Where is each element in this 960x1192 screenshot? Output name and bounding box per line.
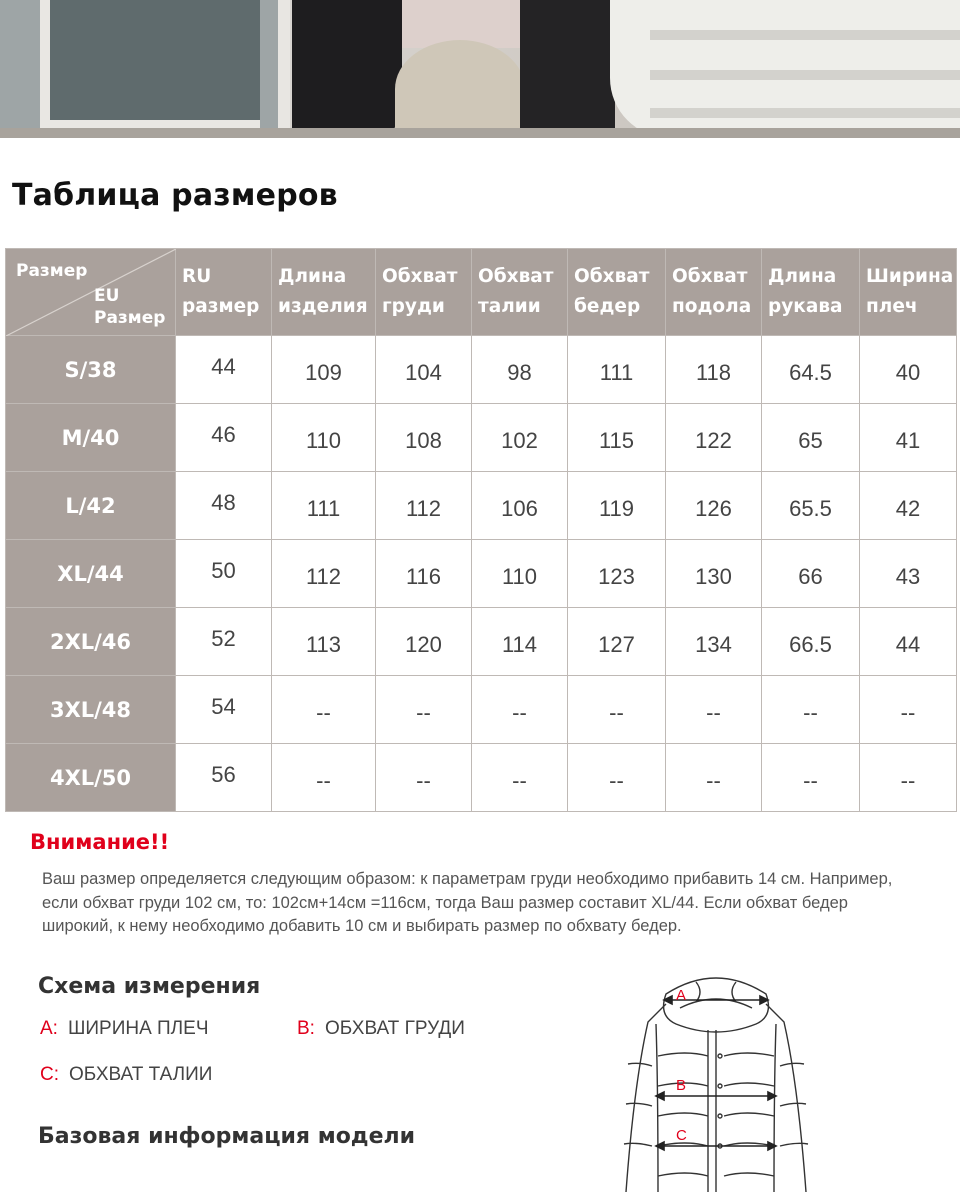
table-cell: 50: [176, 540, 272, 608]
table-cell: 65: [762, 404, 860, 472]
table-cell: 123: [568, 540, 666, 608]
table-cell: 56: [176, 744, 272, 812]
table-cell: 108: [376, 404, 472, 472]
table-row: [6, 744, 957, 812]
table-cell: 106: [472, 472, 568, 540]
table-cell: 120: [376, 608, 472, 676]
table-row: [6, 540, 957, 608]
table-header-row: [6, 249, 957, 336]
row-size-label: 3XL/48: [6, 676, 176, 744]
table-cell: --: [376, 676, 472, 744]
table-cell: 109: [272, 336, 376, 404]
measurement-item-b: [297, 1018, 465, 1040]
row-size-label: L/42: [6, 472, 176, 540]
column-header-chest: Обхват груди: [376, 249, 472, 336]
diagram-label-c: C: [676, 1127, 687, 1144]
table-row: [6, 472, 957, 540]
measurement-item-c: [40, 1064, 212, 1086]
table-cell: 115: [568, 404, 666, 472]
table-cell: 112: [272, 540, 376, 608]
table-cell: 43: [860, 540, 957, 608]
jacket-measurement-diagram-icon: [596, 964, 836, 1192]
measurement-key: B:: [297, 1018, 315, 1039]
table-cell: 66.5: [762, 608, 860, 676]
column-header-length: Длина изделия: [272, 249, 376, 336]
table-cell: --: [568, 744, 666, 812]
size-table: [5, 248, 957, 812]
measurement-label: ШИРИНА ПЛЕЧ: [67, 1018, 209, 1039]
table-row: [6, 336, 957, 404]
table-row: [6, 608, 957, 676]
column-header-ru: RU размер: [176, 249, 272, 336]
column-header-shoulder: Ширина плеч: [860, 249, 957, 336]
measurement-key: C:: [40, 1064, 59, 1085]
row-size-label: XL/44: [6, 540, 176, 608]
table-cell: --: [472, 676, 568, 744]
table-cell: 42: [860, 472, 957, 540]
table-cell: 104: [376, 336, 472, 404]
table-row: [6, 404, 957, 472]
table-cell: 40: [860, 336, 957, 404]
size-table-title: Таблица размеров: [12, 178, 338, 213]
column-header-hem: Обхват подола: [666, 249, 762, 336]
corner-eu-label: EU Размер: [94, 286, 166, 328]
table-cell: --: [376, 744, 472, 812]
table-corner-header: [6, 249, 176, 336]
table-cell: 64.5: [762, 336, 860, 404]
table-cell: 111: [272, 472, 376, 540]
table-cell: --: [272, 744, 376, 812]
column-header-sleeve: Длина рукава: [762, 249, 860, 336]
table-cell: 54: [176, 676, 272, 744]
table-cell: 41: [860, 404, 957, 472]
table-cell: 134: [666, 608, 762, 676]
table-cell: 102: [472, 404, 568, 472]
table-cell: --: [666, 676, 762, 744]
table-cell: --: [472, 744, 568, 812]
table-cell: 66: [762, 540, 860, 608]
product-photo-strip: [0, 0, 960, 138]
table-cell: 118: [666, 336, 762, 404]
table-cell: 44: [176, 336, 272, 404]
table-cell: --: [762, 676, 860, 744]
table-row: [6, 676, 957, 744]
table-cell: 111: [568, 336, 666, 404]
row-size-label: M/40: [6, 404, 176, 472]
table-cell: 48: [176, 472, 272, 540]
table-cell: 126: [666, 472, 762, 540]
table-cell: 113: [272, 608, 376, 676]
attention-note: Ваш размер определяется следующим образом: к параметрам груди необходимо прибавить 14 см. Например, если обхват груди 102 см, то: 102см+14см =116см, тогда Ваш размер составит XL/44. Если обхват бедер широкий, к нему необходимо добавить 10 см и выбирать размер по обхвату бедер.: [42, 870, 893, 935]
row-size-label: 2XL/46: [6, 608, 176, 676]
measurement-scheme-title: Схема измерения: [38, 974, 261, 999]
table-cell: 114: [472, 608, 568, 676]
corner-size-label: Размер: [16, 261, 88, 281]
table-cell: --: [272, 676, 376, 744]
measurement-item-a: [40, 1018, 209, 1040]
table-cell: --: [568, 676, 666, 744]
table-cell: 98: [472, 336, 568, 404]
attention-label: Внимание!!: [30, 830, 170, 854]
table-cell: --: [666, 744, 762, 812]
row-size-label: 4XL/50: [6, 744, 176, 812]
model-info-title: Базовая информация модели: [38, 1124, 416, 1149]
column-header-waist: Обхват талии: [472, 249, 568, 336]
table-cell: 110: [272, 404, 376, 472]
table-cell: 52: [176, 608, 272, 676]
table-cell: 112: [376, 472, 472, 540]
table-cell: --: [860, 744, 957, 812]
table-cell: 65.5: [762, 472, 860, 540]
measurement-label: ОБХВАТ ТАЛИИ: [69, 1064, 213, 1085]
diagram-label-a: A: [676, 987, 687, 1004]
table-cell: 46: [176, 404, 272, 472]
table-cell: --: [860, 676, 957, 744]
column-header-hips: Обхват бедер: [568, 249, 666, 336]
row-size-label: S/38: [6, 336, 176, 404]
table-cell: 116: [376, 540, 472, 608]
table-cell: 110: [472, 540, 568, 608]
measurement-key: A:: [40, 1018, 58, 1039]
table-cell: 119: [568, 472, 666, 540]
measurement-label: ОБХВАТ ГРУДИ: [324, 1018, 465, 1039]
table-cell: 127: [568, 608, 666, 676]
diagram-label-b: B: [676, 1077, 687, 1094]
table-cell: 44: [860, 608, 957, 676]
table-cell: 130: [666, 540, 762, 608]
table-cell: 122: [666, 404, 762, 472]
table-cell: --: [762, 744, 860, 812]
